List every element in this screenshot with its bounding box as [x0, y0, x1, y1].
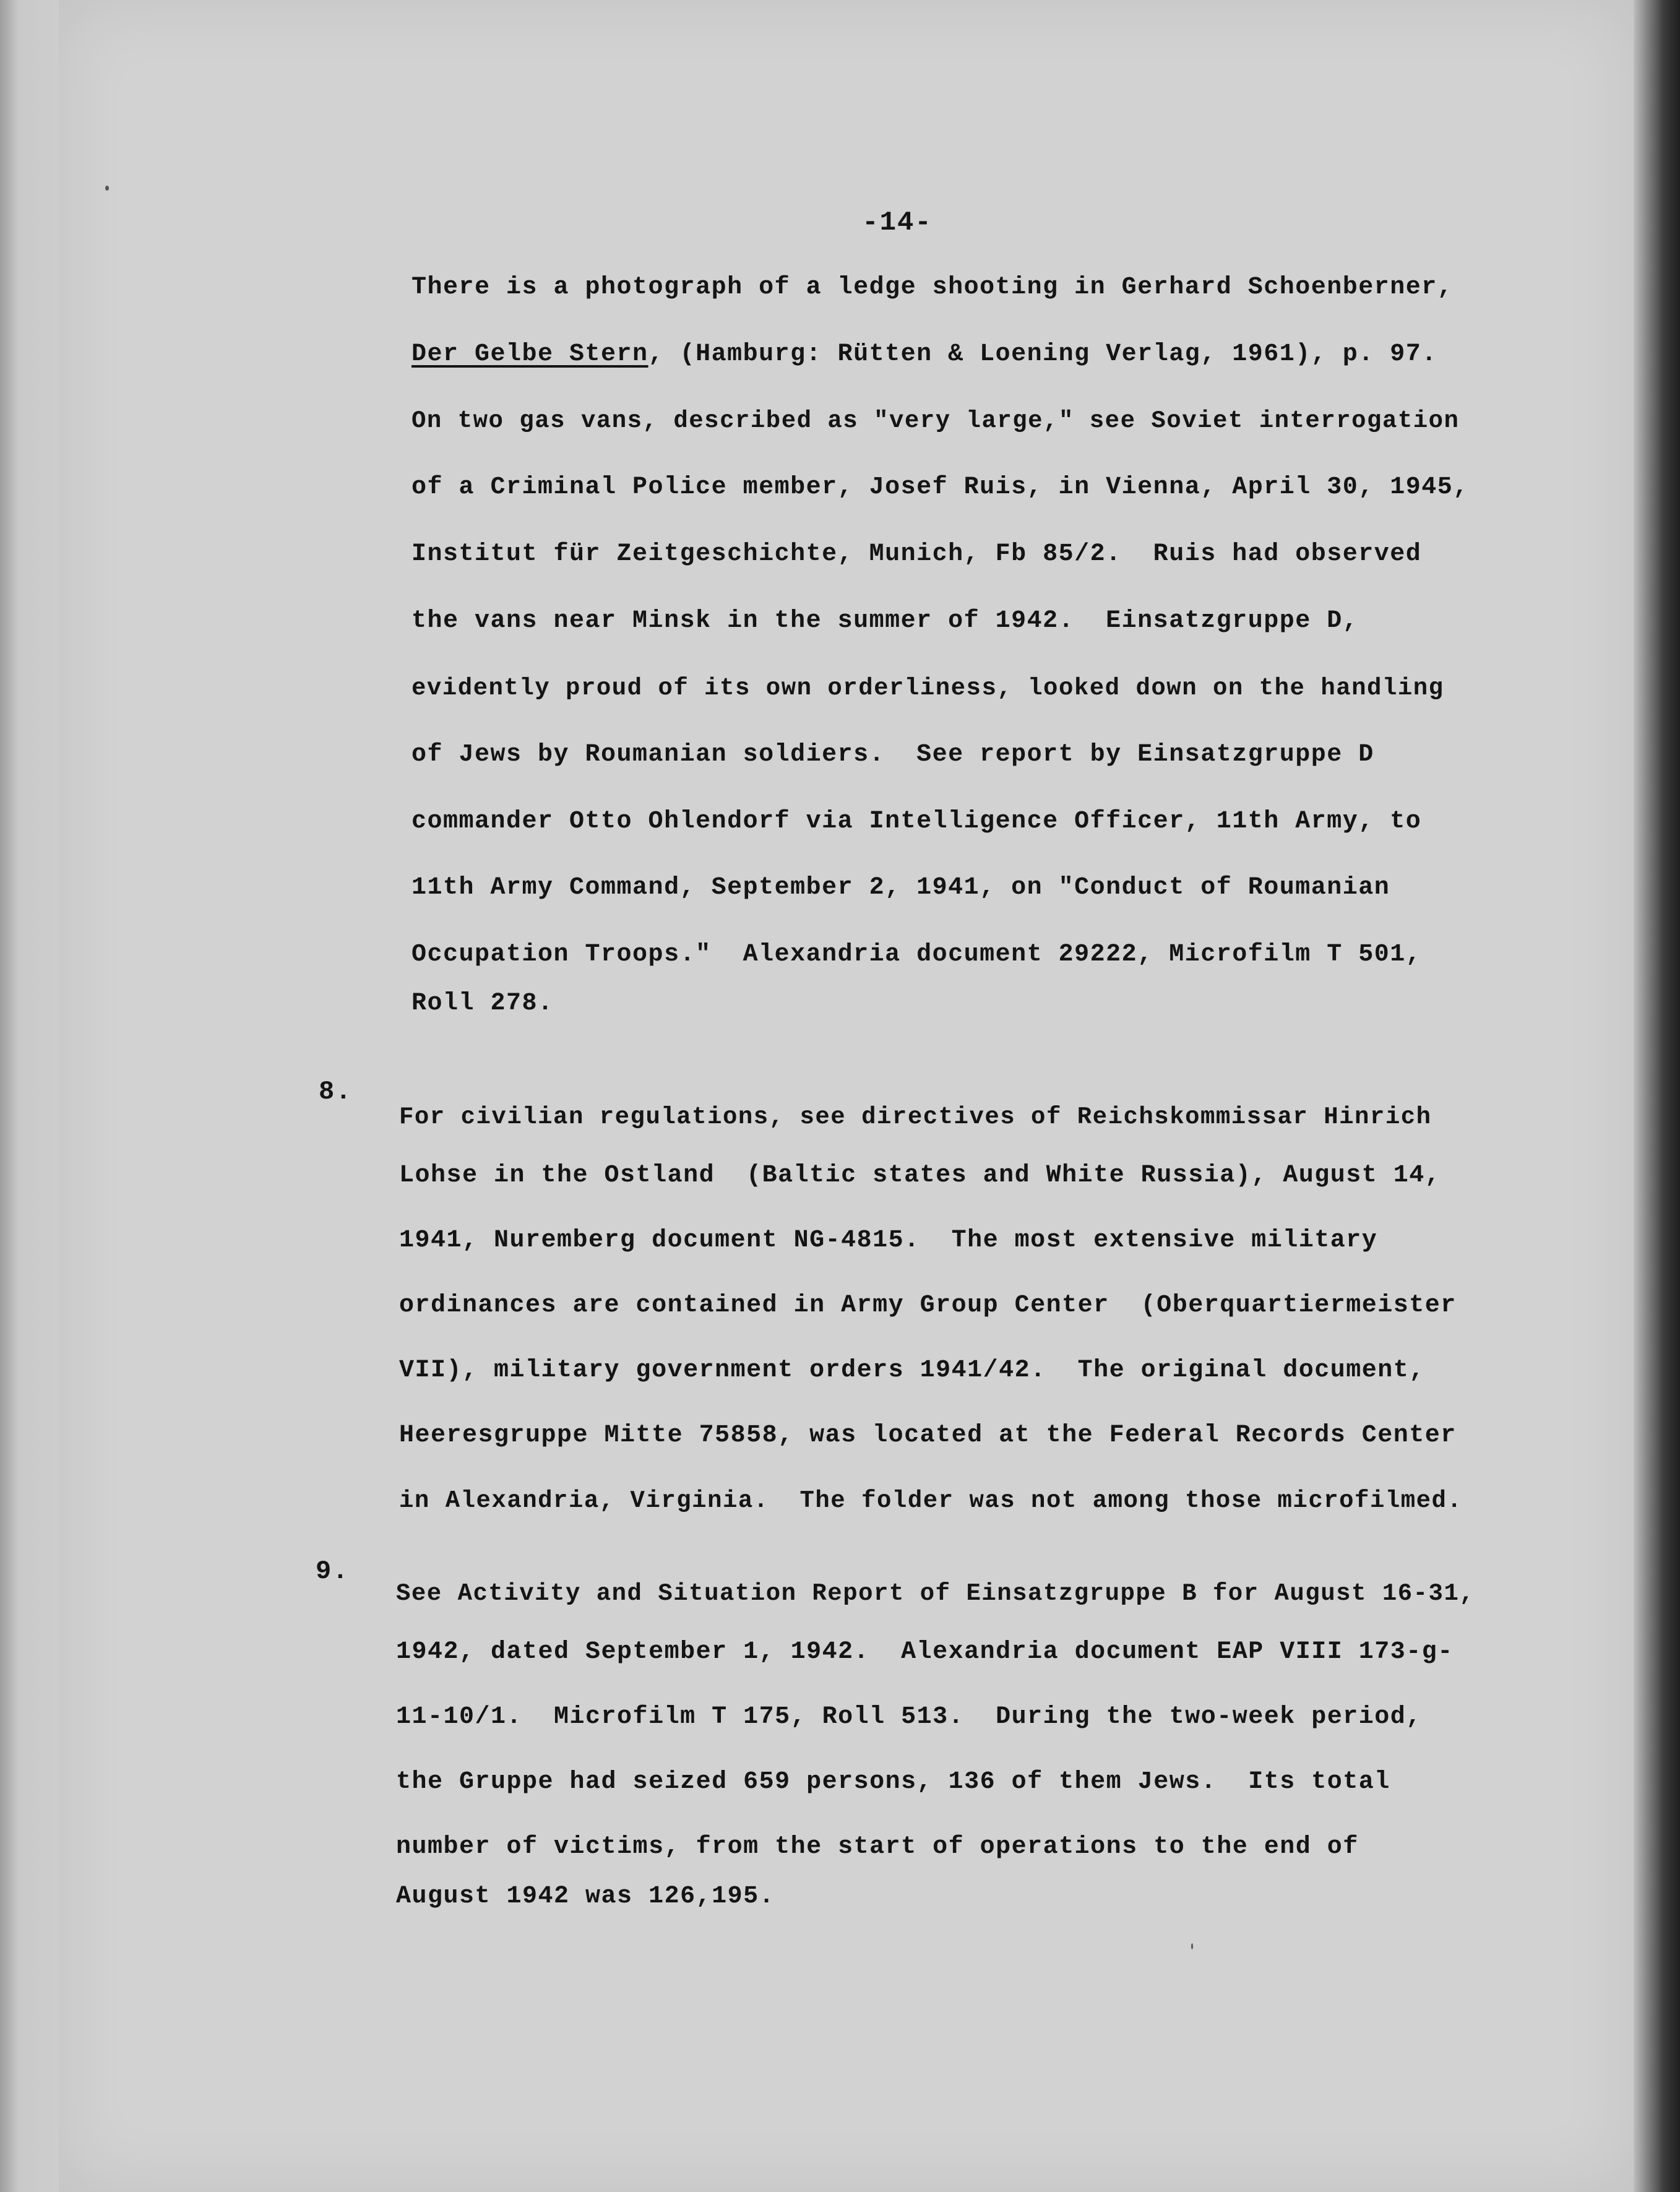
- note-line: On two gas vans, described as "very large," see Soviet interrogation: [411, 407, 1460, 434]
- dust-speck: [1191, 1943, 1193, 1949]
- note-line: [411, 336, 1437, 373]
- note-line: of Jews by Roumanian soldiers. See report by Einsatzgruppe D: [411, 741, 1374, 769]
- dust-speck: [105, 186, 109, 191]
- note-line: 1941, Nuremberg document NG-4815. The most extensive military: [399, 1227, 1378, 1254]
- note-line: Heeresgruppe Mitte 75858, was located at the Federal Records Center: [399, 1422, 1457, 1449]
- note-line: Institut für Zeitgeschichte, Munich, Fb 85/2. Ruis had observed: [411, 540, 1422, 568]
- page-number: -14-: [862, 207, 933, 238]
- note-line: commander Otto Ohlendorf via Intelligence Officer, 11th Army, to: [411, 808, 1422, 835]
- note-line: August 1942 was 126,195.: [396, 1883, 775, 1910]
- book-title: Der Gelbe Stern: [411, 340, 648, 368]
- note-line: the vans near Minsk in the summer of 1942. Einsatzgruppe D,: [411, 607, 1359, 635]
- note-line: in Alexandria, Virginia. The folder was not among those microfilmed.: [399, 1487, 1463, 1514]
- note-line: There is a photograph of a ledge shooting in Gerhard Schoenberner,: [411, 274, 1454, 301]
- note-line: 11-10/1. Microfilm T 175, Roll 513. During the two-week period,: [396, 1703, 1422, 1731]
- note-line: Lohse in the Ostland (Baltic states and White Russia), August 14,: [399, 1162, 1441, 1189]
- note-line: For civilian regulations, see directives of Reichskommissar Hinrich: [399, 1103, 1432, 1131]
- note-line: evidently proud of its own orderliness, looked down on the handling: [411, 675, 1444, 702]
- note-line: See Activity and Situation Report of Einsatzgruppe B for August 16-31,: [396, 1580, 1475, 1607]
- note-number: 8.: [319, 1077, 353, 1107]
- note-line: Roll 278.: [411, 990, 554, 1017]
- note-line: of a Criminal Police member, Josef Ruis, in Vienna, April 30, 1945,: [411, 473, 1469, 501]
- note-line: 11th Army Command, September 2, 1941, on "Conduct of Roumanian: [411, 874, 1390, 902]
- note-line: 1942, dated September 1, 1942. Alexandria document EAP VIII 173-g-: [396, 1638, 1454, 1666]
- note-line: VII), military government orders 1941/42. The original document,: [399, 1357, 1425, 1384]
- note-line: the Gruppe had seized 659 persons, 136 of them Jews. Its total: [396, 1768, 1390, 1796]
- note-line: number of victims, from the start of operations to the end of: [396, 1833, 1359, 1861]
- note-line: ordinances are contained in Army Group Center (Oberquartiermeister: [399, 1292, 1457, 1319]
- note-number: 9.: [316, 1556, 350, 1586]
- note-line: Occupation Troops." Alexandria document 29222, Microfilm T 501,: [411, 941, 1422, 969]
- note-line-text: , (Hamburg: Rütten & Loening Verlag, 1961), p. 97.: [648, 340, 1437, 368]
